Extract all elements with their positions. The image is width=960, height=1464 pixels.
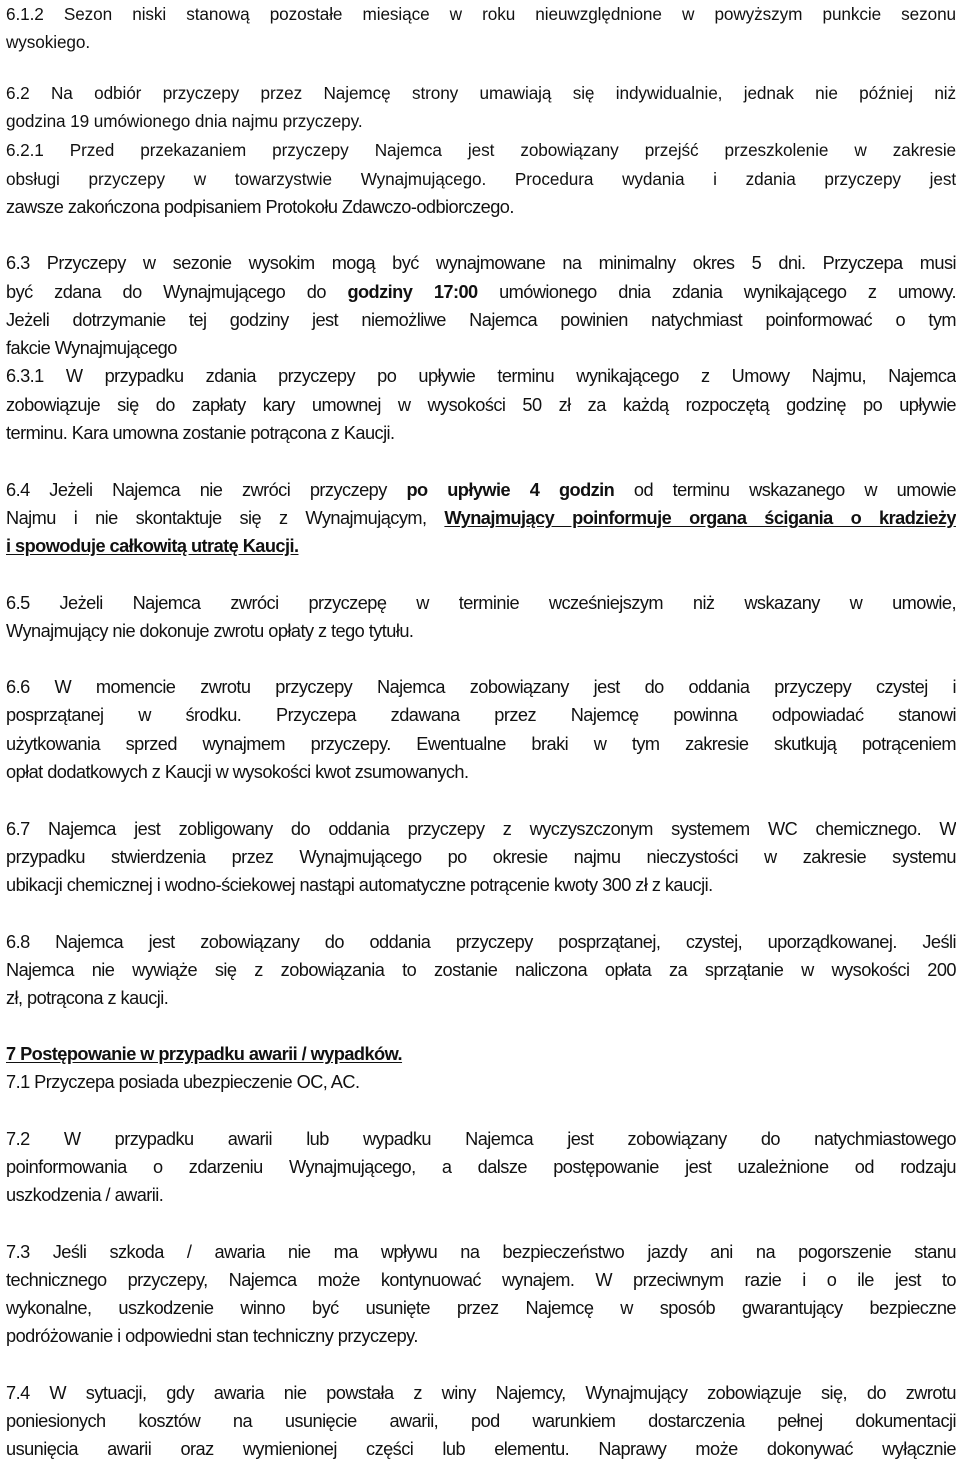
line-6-4-b: Najmu i nie skontaktuje się z Wynajmującym, Wynajmujący poinformuje organa ścigania o kradzieży xyxy=(6,508,956,528)
section-7-heading: 7 Postępowanie w przypadku awarii / wypadków. xyxy=(6,1044,403,1064)
line-6-6-a: 6.6 W momencie zwrotu przyczepy Najemca zobowiązany jest do oddania przyczepy czystej i xyxy=(6,677,956,697)
line-6-4-a: 6.4 Jeżeli Najemca nie zwróci przyczepy po upływie 4 godzin od terminu wskazanego w umowie xyxy=(6,480,956,500)
line-7-2-c: uszkodzenia / awarii. xyxy=(6,1185,164,1205)
line-6-3-a: 6.3 Przyczepy w sezonie wysokim mogą być wynajmowane na minimalny okres 5 dni. Przyczepa musi xyxy=(6,253,956,273)
emphasis-run: po upływie 4 godzin xyxy=(406,480,615,500)
line-7-3-b: technicznego przyczepy, Najemca może kontynuować wynajem. W przeciwnym razie i o ile jest to xyxy=(6,1270,956,1290)
line-7-4-c: usunięcia awarii oraz wymienionej części lub elementu. Naprawy może dokonywać wyłącznie xyxy=(6,1439,956,1459)
line-7-3-d: podróżowanie i odpowiedni stan techniczny przyczepy. xyxy=(6,1326,418,1346)
line-6-3-b: być zdana do Wynajmującego do godziny 17:00 umówionego dnia zdania wynikającego z umowy. xyxy=(6,282,956,302)
line-7-4-b: poniesionych kosztów na usunięcie awarii, pod warunkiem dostarczenia pełnej dokumentacji xyxy=(6,1411,956,1431)
line-7-2-a: 7.2 W przypadku awarii lub wypadku Najemca jest zobowiązany do natychmiastowego xyxy=(6,1129,956,1149)
line-6-2-1-a: 6.2.1 Przed przekazaniem przyczepy Najemca jest zobowiązany przejść przeszkolenie w zakresie xyxy=(6,140,956,160)
line-6-1-2-a: 6.1.2 Sezon niski stanową pozostałe miesiące w roku nieuwzględnione w powyższym punkcie sezonu xyxy=(6,4,956,24)
emphasis-run: Wynajmujący poinformuje organa ścigania o kradzieży xyxy=(444,508,956,528)
line-6-6-d: opłat dodatkowych z Kaucji w wysokości kwot zsumowanych. xyxy=(6,762,469,782)
line-6-4-c: i spowoduje całkowitą utratę Kaucji. xyxy=(6,536,299,556)
line-6-3-1-b: zobowiązuje się do zapłaty kary umownej w wysokości 50 zł za każdą rozpoczętą godzinę po upływie xyxy=(6,395,956,415)
line-6-2-1-b: obsługi przyczepy w towarzystwie Wynajmującego. Procedura wydania i zdania przyczepy jest xyxy=(6,169,956,189)
line-6-3-1-c: terminu. Kara umowna zostanie potrącona z Kaucji. xyxy=(6,423,395,443)
line-6-6-b: posprzątanej w środku. Przyczepa zdawana przez Najemcę powinna odpowiadać stanowi xyxy=(6,705,956,725)
line-6-7-b: przypadku stwierdzenia przez Wynajmującego po okresie najmu nieczystości w zakresie systemu xyxy=(6,847,956,867)
line-6-3-c: Jeżeli dotrzymanie tej godziny jest niemożliwe Najemca powinien natychmiast poinformować o tym xyxy=(6,310,956,330)
line-6-5-b: Wynajmujący nie dokonuje zwrotu opłaty z tego tytułu. xyxy=(6,621,414,641)
emphasis-run: godziny 17:00 xyxy=(347,282,478,302)
line-6-8-a: 6.8 Najemca jest zobowiązany do oddania przyczepy posprzątanej, czystej, uporządkowanej. Jeśli xyxy=(6,932,956,952)
line-6-7-a: 6.7 Najemca jest zobligowany do oddania przyczepy z wyczyszczonym systemem WC chemicznego. W xyxy=(6,819,956,839)
line-7-2-b: poinformowania o zdarzeniu Wynajmującego, a dalsze postępowanie jest uzależnione od rodzaju xyxy=(6,1157,956,1177)
line-7-3-c: wykonalne, uszkodzenie winno być usunięte przez Najemcę w sposób gwarantujący bezpieczne xyxy=(6,1298,956,1318)
line-6-2-b: godzina 19 umówionego dnia najmu przyczepy. xyxy=(6,111,363,131)
line-7-3-a: 7.3 Jeśli szkoda / awaria nie ma wpływu na bezpieczeństwo jazdy ani na pogorszenie stanu xyxy=(6,1242,956,1262)
line-6-7-c: ubikacji chemicznej i wodno-ściekowej nastąpi automatyczne potrącenie kwoty 300 zł z kaucji. xyxy=(6,875,713,895)
line-6-6-c: użytkowania sprzed wynajmem przyczepy. Ewentualne braki w tym zakresie skutkują potrąceniem xyxy=(6,734,956,754)
line-6-2-a: 6.2 Na odbiór przyczepy przez Najemcę strony umawiają się indywidualnie, jednak nie później niż xyxy=(6,83,956,103)
line-6-8-b: Najemca nie wywiąże się z zobowiązania to zostanie naliczona opłata za sprzątanie w wysokości 200 xyxy=(6,960,956,980)
line-6-2-1-c: zawsze zakończona podpisaniem Protokołu Zdawczo-odbiorczego. xyxy=(6,197,514,217)
line-7-1: 7.1 Przyczepa posiada ubezpieczenie OC, AC. xyxy=(6,1072,360,1092)
line-6-3-1-a: 6.3.1 W przypadku zdania przyczepy po upływie terminu wynikającego z Umowy Najmu, Najemca xyxy=(6,366,956,386)
line-6-1-2-b: wysokiego. xyxy=(6,32,91,52)
line-6-8-c: zł, potrącona z kaucji. xyxy=(6,988,169,1008)
line-7-4-a: 7.4 W sytuacji, gdy awaria nie powstała z winy Najemcy, Wynajmujący zobowiązuje się, do zwrotu xyxy=(6,1383,956,1403)
line-6-3-d: fakcie Wynajmującego xyxy=(6,338,177,358)
line-6-5-a: 6.5 Jeżeli Najemca zwróci przyczepę w terminie wcześniejszym niż wskazany w umowie, xyxy=(6,593,956,613)
